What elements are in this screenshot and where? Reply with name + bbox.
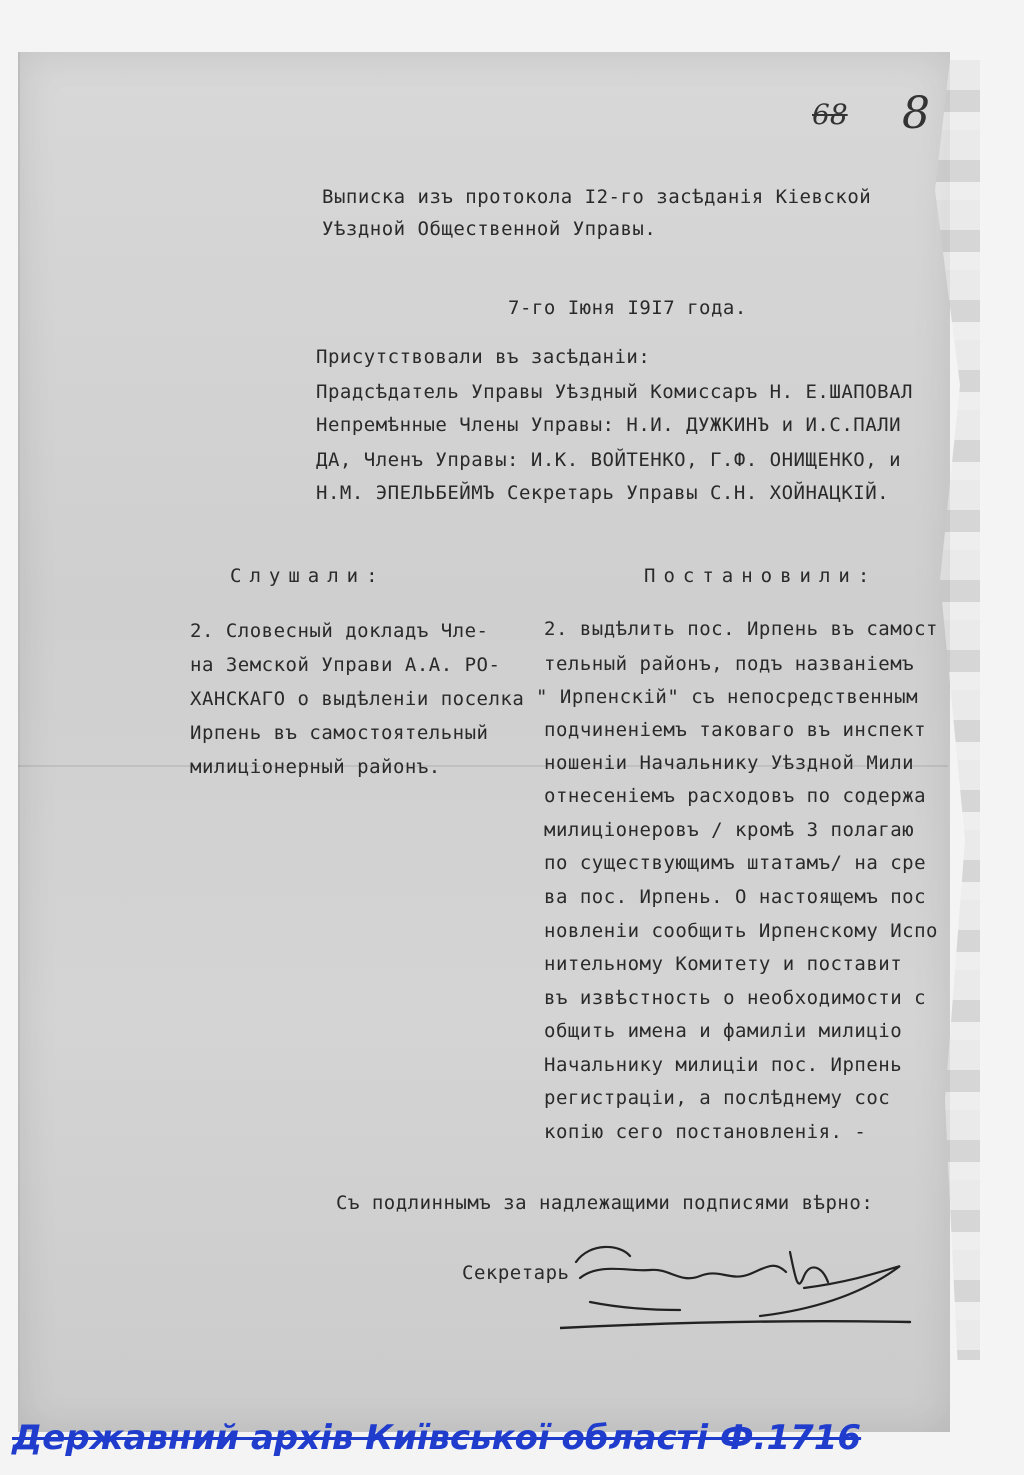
folio-number: 8 (902, 88, 930, 139)
present-line-4: ДА, Членъ Управы: И.К. ВОЙТЕНКО, Г.Ф. ОНИЩЕНКО, и (316, 449, 902, 471)
heard-line: милиціонерный районъ. (190, 756, 441, 778)
decided-line: общить имена и фамиліи милиціо (544, 1020, 903, 1042)
decided-line: въ извѣстность о необходимости с (544, 987, 927, 1009)
header-line-1: Выписка изъ протокола I2-го засѣданія Кіевской (322, 186, 872, 208)
heard-heading: Слушали: (230, 565, 386, 587)
decided-line: ва пос. Ирпень. О настоящемъ пос (544, 886, 927, 908)
present-line-3: Непремѣнные Члены Управы: Н.И. ДУЖКИНЪ и И.С.ПАЛИ (316, 414, 902, 436)
present-line-2: Прадсѣдатель Управы Уѣздный Комиссаръ Н. Е.ШАПОВАЛ (316, 381, 913, 403)
heard-line: ХАНСКАГО о выдѣленіи поселка (190, 688, 525, 710)
decided-line: отнесеніемъ расходовъ по содержа (544, 785, 927, 807)
decided-line: по существующимъ штатамъ/ на сре (544, 852, 927, 874)
present-heading: Присутствовали въ засѣданіи: (316, 346, 651, 368)
header-line-2: Уѣздной Общественной Управы. (322, 218, 657, 240)
heard-line: 2. Словесный докладъ Чле- (190, 620, 489, 642)
decided-heading: Постановили: (644, 565, 878, 587)
decided-line: регистраціи, а послѣднему сос (544, 1087, 891, 1109)
decided-line: копію сего постановленія. - (544, 1121, 867, 1143)
signature (560, 1232, 920, 1342)
decided-line: нительному Комитету и поставит (544, 953, 903, 975)
present-line-5: Н.М. ЭПЕЛЬБЕЙМЪ Секретарь Управы С.Н. ХОЙНАЦКІЙ. (316, 482, 890, 504)
folio-number-crossed: 68 (812, 98, 848, 131)
archive-stamp: Державний архів Київської області Ф.1716 (12, 1418, 862, 1458)
decided-line: 2. выдѣлить пос. Ирпень въ самост (544, 618, 938, 640)
decided-line: подчиненіемъ таковаго въ инспект (544, 719, 927, 741)
decided-line: милиціонеровъ / кромѣ 3 полагаю (544, 819, 915, 841)
certification-line: Съ подлиннымъ за надлежащими подписями вѣрно: (336, 1192, 874, 1214)
decided-line: Начальнику милиціи пос. Ирпень (544, 1054, 903, 1076)
decided-line: " Ирпенскій" съ непосредственным (536, 686, 919, 708)
decided-line: новленіи сообщить Ирпенскому Испо (544, 920, 938, 942)
meeting-date: 7-го Іюня I9I7 года. (508, 297, 747, 319)
heard-line: Ирпень въ самостоятельный (190, 722, 489, 744)
heard-line: на Земской Управи А.А. РО- (190, 654, 501, 676)
signature-scribble (560, 1232, 920, 1342)
decided-line: ношеніи Начальнику Уѣздной Мили (544, 752, 915, 774)
decided-line: тельный районъ, подъ названіемъ (544, 653, 915, 675)
secretary-label: Секретарь (462, 1262, 570, 1284)
